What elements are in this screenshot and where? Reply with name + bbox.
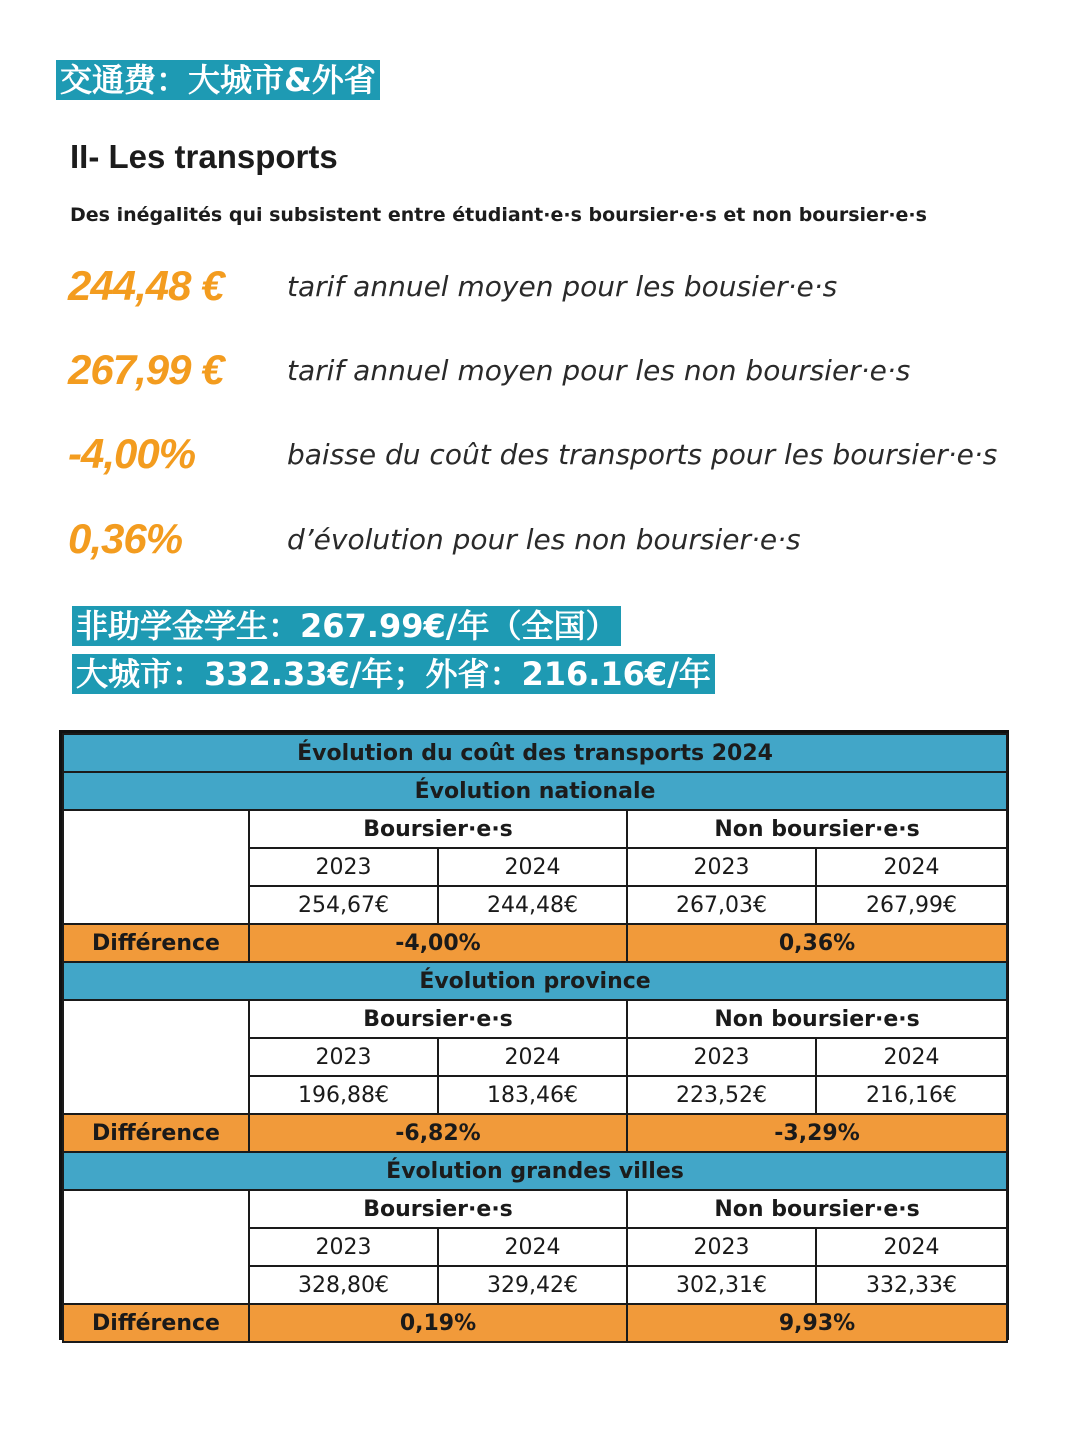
year-header: 2023	[627, 848, 816, 886]
value-cell: 332,33€	[816, 1266, 1007, 1304]
year-header: 2024	[438, 848, 627, 886]
difference-label: Différence	[63, 1304, 249, 1342]
group-header-non-boursier: Non boursier·e·s	[627, 810, 1007, 848]
value-cell: 267,03€	[627, 886, 816, 924]
stat-value: -4,00%	[68, 430, 196, 477]
group-header-non-boursier: Non boursier·e·s	[627, 1190, 1007, 1228]
group-header-non-boursier: Non boursier·e·s	[627, 1000, 1007, 1038]
value-cell: 183,46€	[438, 1076, 627, 1114]
group-header-boursier: Boursier·e·s	[249, 810, 627, 848]
row-label-empty	[63, 1190, 249, 1304]
stat-value: 244,48 €	[68, 262, 224, 309]
difference-label: Différence	[63, 1114, 249, 1152]
difference-label: Différence	[63, 924, 249, 962]
difference-non-boursier: 0,36%	[627, 924, 1007, 962]
value-cell: 216,16€	[816, 1076, 1007, 1114]
stat-value: 0,36%	[68, 515, 183, 562]
value-cell: 223,52€	[627, 1076, 816, 1114]
year-header: 2023	[627, 1038, 816, 1076]
year-header: 2023	[249, 848, 438, 886]
stat-description: d’évolution pour les non boursier·e·s	[287, 523, 801, 556]
section-subtitle: Des inégalités qui subsistent entre étudiant·e·s boursier·e·s et non boursier·e·s	[70, 204, 927, 226]
year-header: 2024	[438, 1228, 627, 1266]
section-heading: Évolution province	[63, 962, 1007, 1000]
group-header-boursier: Boursier·e·s	[249, 1000, 627, 1038]
difference-boursier: 0,19%	[249, 1304, 627, 1342]
value-cell: 254,67€	[249, 886, 438, 924]
table-title: Évolution du coût des transports 2024	[63, 734, 1007, 772]
difference-non-boursier: 9,93%	[627, 1304, 1007, 1342]
year-header: 2024	[816, 848, 1007, 886]
stat-description: baisse du coût des transports pour les boursier·e·s	[287, 438, 998, 471]
stat-description: tarif annuel moyen pour les non boursier·e·s	[287, 354, 911, 387]
year-header: 2023	[627, 1228, 816, 1266]
section-heading: Évolution nationale	[63, 772, 1007, 810]
value-cell: 328,80€	[249, 1266, 438, 1304]
value-cell: 267,99€	[816, 886, 1007, 924]
difference-boursier: -4,00%	[249, 924, 627, 962]
section-title: II- Les transports	[70, 138, 338, 175]
row-label-empty	[63, 1000, 249, 1114]
value-cell: 302,31€	[627, 1266, 816, 1304]
stat-row	[68, 430, 1068, 490]
highlight-line-national: 非助学金学生：267.99€/年（全国）	[72, 606, 621, 646]
year-header: 2023	[249, 1038, 438, 1076]
difference-non-boursier: -3,29%	[627, 1114, 1007, 1152]
section-heading: Évolution grandes villes	[63, 1152, 1007, 1190]
value-cell: 329,42€	[438, 1266, 627, 1304]
year-header: 2024	[438, 1038, 627, 1076]
stat-description: tarif annuel moyen pour les bousier·e·s	[287, 270, 838, 303]
year-header: 2023	[249, 1228, 438, 1266]
year-header: 2024	[816, 1228, 1007, 1266]
value-cell: 244,48€	[438, 886, 627, 924]
year-header: 2024	[816, 1038, 1007, 1076]
stat-row	[68, 262, 1068, 322]
top-highlight-label: 交通费：大城市&外省	[56, 60, 380, 100]
transport-cost-table	[59, 730, 1009, 1340]
row-label-empty	[63, 810, 249, 924]
group-header-boursier: Boursier·e·s	[249, 1190, 627, 1228]
highlight-line-cities: 大城市：332.33€/年；外省：216.16€/年	[72, 654, 715, 694]
stat-row	[68, 515, 1068, 575]
stat-row	[68, 346, 1068, 406]
stat-value: 267,99 €	[68, 346, 224, 393]
value-cell: 196,88€	[249, 1076, 438, 1114]
difference-boursier: -6,82%	[249, 1114, 627, 1152]
